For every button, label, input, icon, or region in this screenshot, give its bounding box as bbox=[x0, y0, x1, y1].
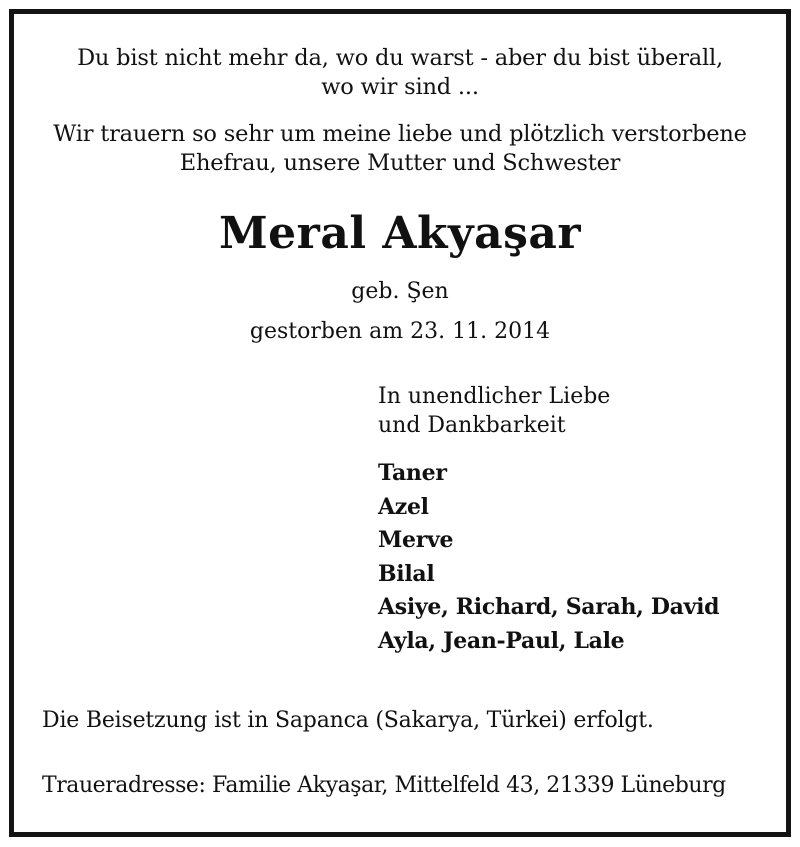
maiden-name: geb. Şen bbox=[351, 279, 449, 304]
tribute-line-1: In unendlicher Liebe bbox=[378, 384, 611, 409]
intro-text bbox=[0, 120, 800, 178]
mourner-name: Merve bbox=[378, 527, 454, 553]
mourners-list bbox=[378, 457, 719, 658]
tribute-line-2: und Dankbarkeit bbox=[378, 413, 566, 438]
mourner-name: Azel bbox=[378, 493, 429, 520]
motto-quote bbox=[0, 44, 800, 102]
intro-line-2: Ehefrau, unsere Mutter und Schwester bbox=[179, 150, 621, 176]
motto-line-1: Du bist nicht mehr da, wo du warst - aber du bist überall, bbox=[77, 45, 723, 71]
intro-line-1: Wir trauern so sehr um meine liebe und plötzlich verstorbene bbox=[53, 121, 747, 147]
death-date: gestorben am 23. 11. 2014 bbox=[249, 319, 551, 344]
mourner-name: Bilal bbox=[378, 560, 435, 587]
motto-line-2: wo wir sind ... bbox=[321, 74, 479, 100]
burial-note: Die Beisetzung ist in Sapanca (Sakarya, Türkei) erfolgt. bbox=[42, 708, 654, 733]
mourning-address: Traueradresse: Familie Akyaşar, Mittelfeld 43, 21339 Lüneburg bbox=[42, 773, 726, 798]
tribute-text bbox=[378, 382, 610, 440]
mourner-name: Taner bbox=[378, 460, 447, 486]
deceased-name: Meral Akyaşar bbox=[218, 208, 582, 259]
mourner-name: Asiye, Richard, Sarah, David bbox=[378, 594, 720, 620]
mourner-name: Ayla, Jean-Paul, Lale bbox=[378, 627, 625, 654]
